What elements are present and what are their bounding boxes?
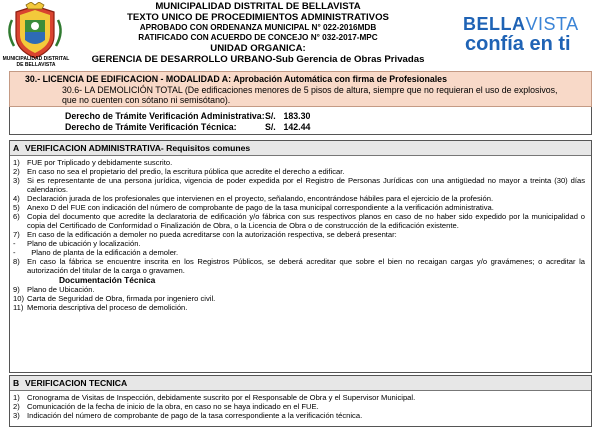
list-item <box>13 248 585 257</box>
item-text: Comunicación de la fecha de inicio de la obra, en caso no se haya indicado en el FUE. <box>27 402 319 411</box>
item-text: Memoria descriptiva del proceso de demolición. <box>27 303 188 312</box>
header <box>0 0 600 70</box>
item-text: Declaración jurada de los profesionales que intervienen en el proyecto, señalando, encontrándose hábiles para el ejercicio de la profesión. <box>27 194 494 203</box>
procedure-box <box>9 71 592 107</box>
item-text: Anexo D del FUE con indicación del número de comprobante de pago de la tasa municipal correspondiente a la verificación administrativa. <box>27 203 494 212</box>
item-text: Plano de planta de la edificación a demoler. <box>27 248 179 257</box>
fee-currency: S/. <box>265 111 276 121</box>
item-number: 9) <box>13 285 20 294</box>
fee-label: Derecho de Trámite Verificación Técnica: <box>65 122 237 132</box>
list-item <box>13 239 585 248</box>
brand-name-b: VISTA <box>525 14 579 34</box>
list-item <box>13 212 585 230</box>
item-text: Copia del documento que acredite la declaratoria de edificación y/o fábrica con sus respectivos planos en caso de no haber sido expedido por la municipalidad o copia del Certificado de Conformidad o Finalización de Obra, o la Licencia de Obra o de construcción de la edificación existente. <box>27 212 585 230</box>
item-number: 1) <box>13 158 20 167</box>
list-item <box>13 393 585 402</box>
list-item <box>13 176 585 194</box>
list-item <box>13 303 585 312</box>
list-item <box>13 158 585 167</box>
list-item <box>13 203 585 212</box>
item-number: 2) <box>13 167 20 176</box>
list-item <box>13 230 585 239</box>
item-number: 3) <box>13 176 20 185</box>
item-number: 7) <box>13 230 20 239</box>
fee-amount: 142.44 <box>283 122 311 132</box>
section-a <box>9 140 592 373</box>
organic-unit-label: UNIDAD ORGANICA: <box>210 43 306 54</box>
section-b-items <box>13 393 585 420</box>
item-number: 6) <box>13 212 20 221</box>
item-number: 5) <box>13 203 20 212</box>
brand-slogan: confía en ti <box>465 33 571 55</box>
approval-ordinance: APROBADO CON ORDENANZA MUNICIPAL N° 022-2016MDB <box>139 23 377 32</box>
list-item <box>13 294 585 303</box>
section-letter: A <box>13 143 20 153</box>
fee-label: Derecho de Trámite Verificación Administrativa: <box>65 111 265 121</box>
item-text: FUE por Triplicado y debidamente suscrito. <box>27 158 173 167</box>
ratification-agreement: RATIFICADO CON ACUERDO DE CONCEJO N° 032-2017-MPC <box>138 33 378 42</box>
item-number: 1) <box>13 393 20 402</box>
item-text: En caso de la edificación a demoler no pueda acreditarse con la autorización respectiva, se deberá presentar: <box>27 230 397 239</box>
item-text: Carta de Seguridad de Obra, firmada por ingeniero civil. <box>27 294 216 303</box>
logo-caption: MUNICIPALIDAD DISTRITAL DE BELLAVISTA <box>2 56 70 68</box>
organic-unit-value: GERENCIA DE DESARROLLO URBANO-Sub Gerencia de Obras Privadas <box>91 54 425 65</box>
section-letter: B <box>13 378 20 388</box>
fee-currency: S/. <box>265 122 276 132</box>
section-b <box>9 375 592 427</box>
municipal-coat-of-arms-icon <box>4 2 66 62</box>
list-item <box>13 411 585 420</box>
brand-name-a: BELLA <box>463 14 526 34</box>
fee-amount: 183.30 <box>283 111 311 121</box>
section-title-text: VERIFICACION TECNICA <box>25 378 128 388</box>
section-b-title <box>10 376 591 391</box>
header-titles <box>74 1 442 65</box>
section-a-title <box>10 141 591 156</box>
procedure-title: 30.- LICENCIA DE EDIFICACION - MODALIDAD A: Aprobación Automática con firma de Profesionales <box>25 74 447 84</box>
fees-box <box>9 107 592 135</box>
item-text: Indicación del número de comprobante de pago de la tasa correspondiente a la verificación técnica. <box>27 411 363 420</box>
item-number: 2) <box>13 402 20 411</box>
list-item <box>13 257 585 275</box>
item-number: - <box>13 239 16 248</box>
fee-row-technical <box>65 122 310 132</box>
list-item <box>13 194 585 203</box>
list-item <box>13 285 585 294</box>
item-number: 11) <box>13 303 24 312</box>
item-number: - <box>13 248 16 257</box>
brand-name <box>463 14 597 34</box>
municipality-name: MUNICIPALIDAD DISTRITAL DE BELLAVISTA <box>155 1 361 12</box>
item-text: Plano de ubicación y localización. <box>27 239 141 248</box>
item-text: Plano de Ubicación. <box>27 285 95 294</box>
item-number: 8) <box>13 257 20 266</box>
item-number: 10) <box>13 294 24 303</box>
procedure-description: 30.6- LA DEMOLICIÓN TOTAL (De edificaciones menores de 5 pisos de altura, siempre que no requieran el uso de explosivos, que no cuenten con sótano ni semisótano). <box>62 85 558 105</box>
fee-row-administrative <box>65 111 310 121</box>
item-text: Cronograma de Visitas de Inspección, debidamente suscrito por el Responsable de Obra y el Supervisor Municipal. <box>27 393 416 402</box>
item-text: En caso no sea el propietario del predio, la escritura pública que acredite el derecho a edificar. <box>27 167 345 176</box>
technical-documentation-heading: Documentación Técnica <box>59 275 156 285</box>
item-text: Si es representante de una persona jurídica, vigencia de poder expedida por el Registro de Personas Jurídicas con una antigüedad no mayor a treinta (30) días calendarios. <box>27 176 585 194</box>
item-number: 3) <box>13 411 20 420</box>
item-number: 4) <box>13 194 20 203</box>
section-a-items <box>13 158 585 312</box>
item-text: En caso la fábrica se encuentre inscrita en los Registros Públicos, se deberá acreditar que sobre el bien no recaigan cargas y/o gravámenes; o acreditar la autorización del titular de la carga o gravamen. <box>27 257 585 275</box>
list-item <box>13 402 585 411</box>
brand-logo <box>463 14 597 55</box>
list-item <box>13 167 585 176</box>
document-title: TEXTO UNICO DE PROCEDIMIENTOS ADMINISTRATIVOS <box>127 12 389 23</box>
section-title-text: VERIFICACION ADMINISTRATIVA- Requisitos comunes <box>25 143 251 153</box>
